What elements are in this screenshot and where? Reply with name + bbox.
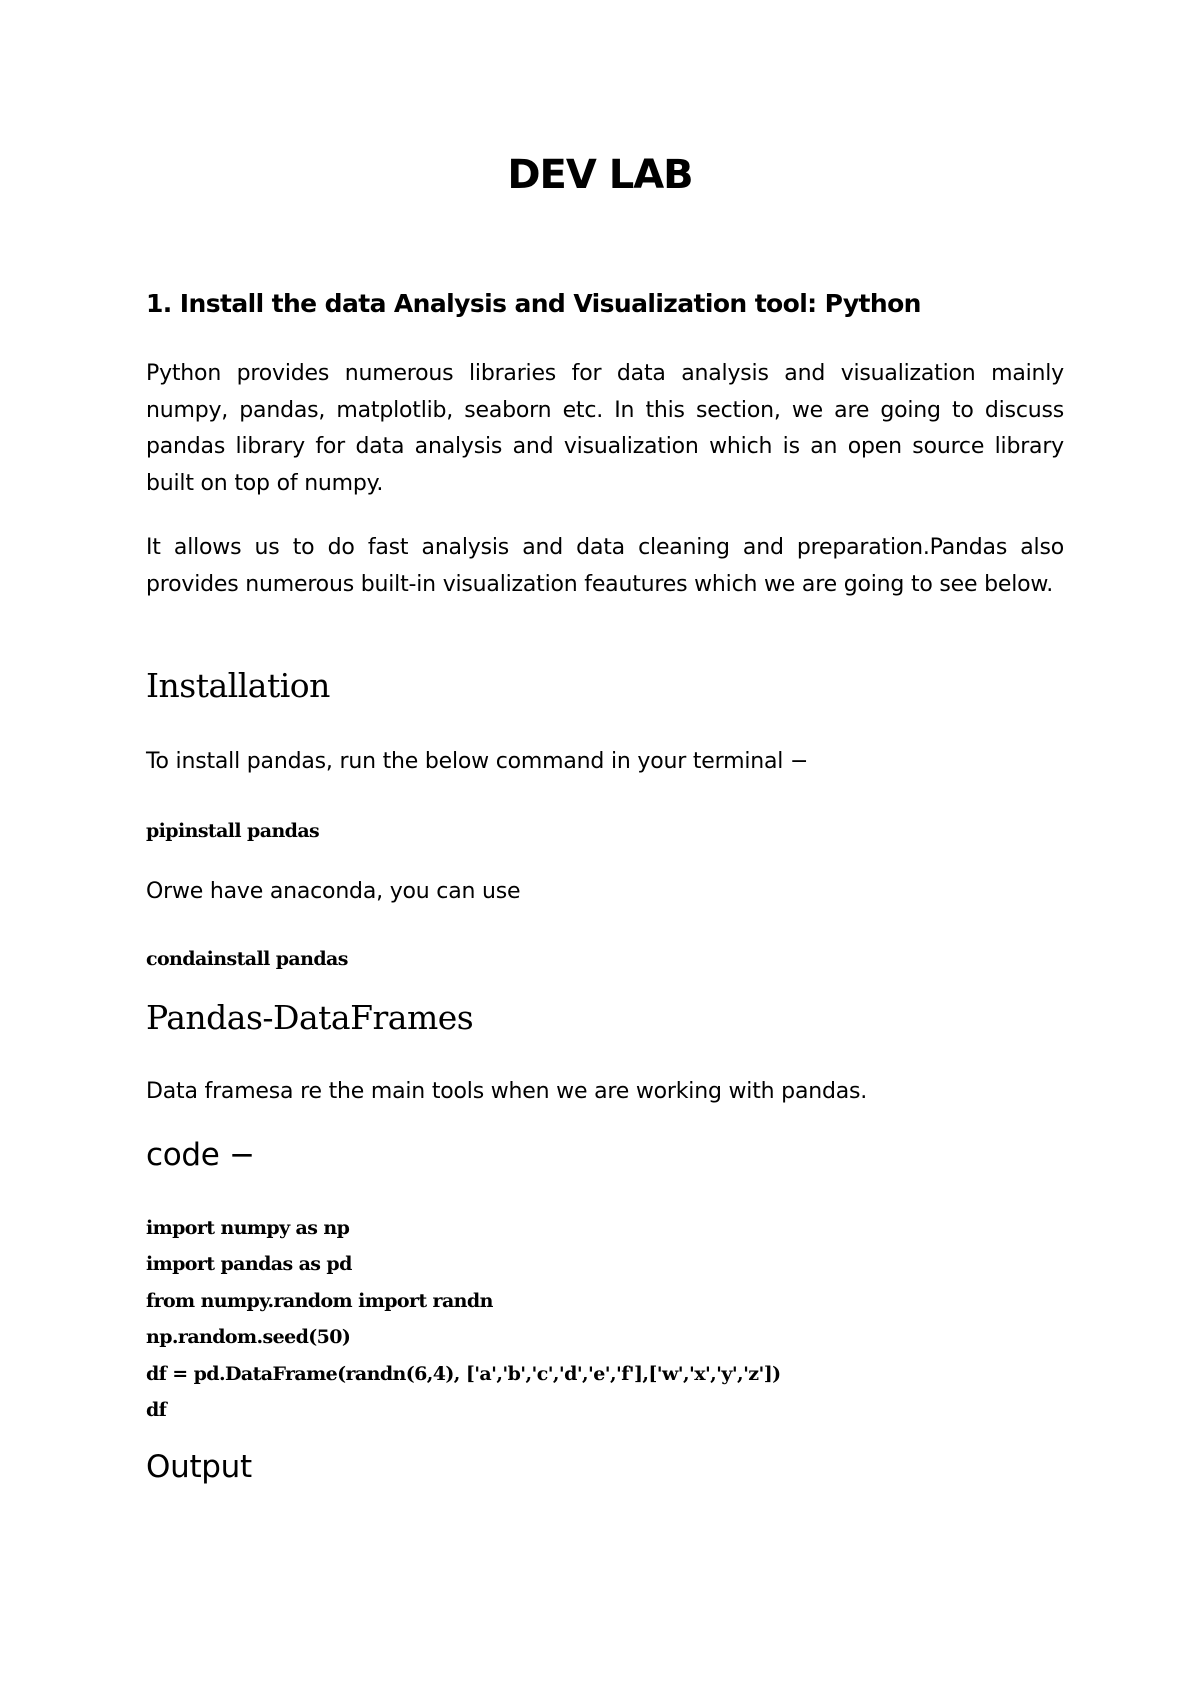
code-line: import numpy as np [146,1217,350,1239]
install-instruction-text: To install pandas, run the below command in your terminal − [146,749,809,774]
anaconda-text: Orwe have anaconda, you can use [146,879,521,904]
output-heading: Output [146,1449,252,1485]
installation-heading: Installation [146,666,330,705]
pip-install-command: pipinstall pandas [146,820,320,842]
dataframes-description: Data framesa re the main tools when we are working with pandas. [146,1079,868,1104]
code-heading: code − [146,1137,255,1173]
dataframes-heading: Pandas-DataFrames [146,998,474,1037]
pandas-description-paragraph: It allows us to do fast analysis and data cleaning and preparation.Pandas also provides numerous built-in visualization feautures which we are going to see below. [146,535,1064,597]
code-line: df [146,1399,167,1422]
code-line: df = pd.DataFrame(randn(6,4), ['a','b','c','d','e','f'],['w','x','y','z']) [146,1362,781,1385]
intro-paragraph: Python provides numerous libraries for data analysis and visualization mainly numpy, pandas, matplotlib, seaborn etc. In this section, we are going to discuss pandas library for data analysis and visualization which is an open source library built on top of numpy. [146,361,1064,496]
code-block [146,1210,780,1428]
code-line: np.random.seed(50) [146,1326,351,1349]
conda-install-command: condainstall pandas [146,948,348,970]
document-title: DEV LAB [507,152,693,198]
code-line: import pandas as pd [146,1253,352,1276]
code-line: from numpy.random import randn [146,1289,493,1312]
section-heading: 1. Install the data Analysis and Visualization tool: Python [146,289,921,318]
